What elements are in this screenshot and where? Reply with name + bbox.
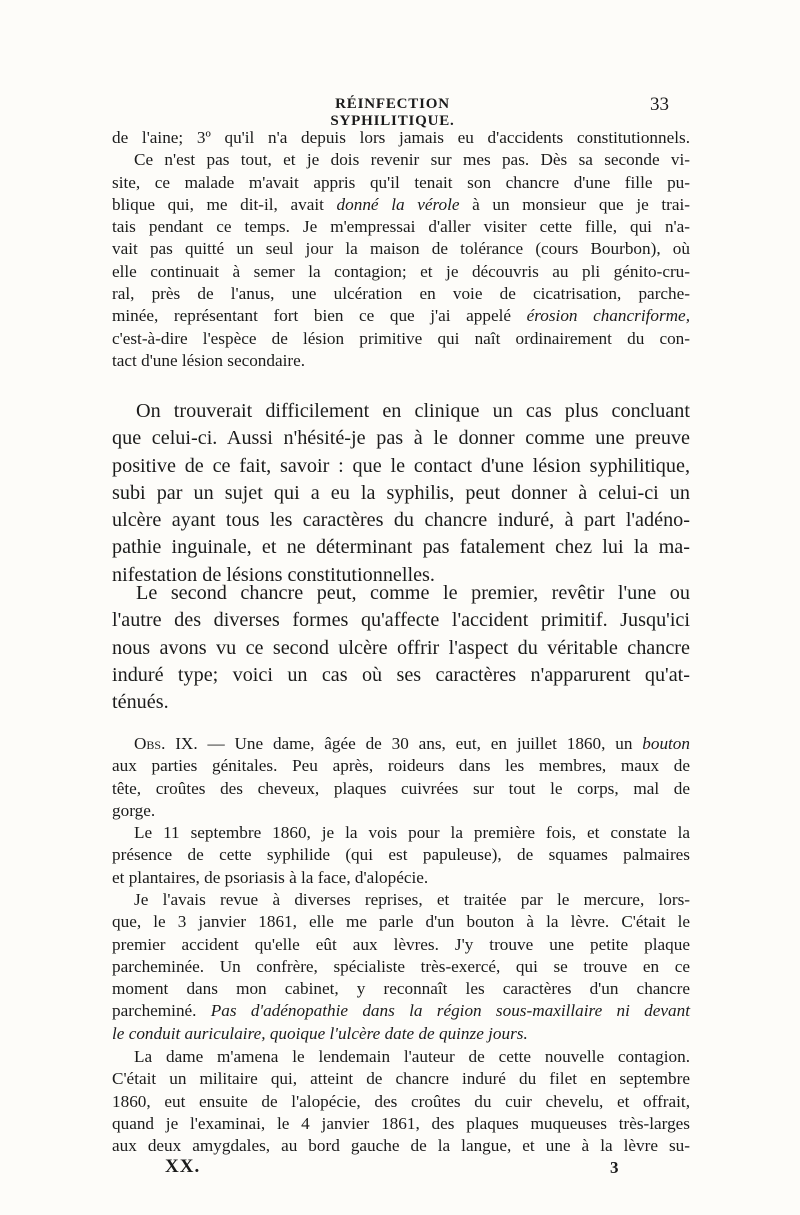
text-line: c'est-à-dire l'espèce de lésion primitive qui naît ordinairement du con- — [112, 328, 690, 348]
paragraph-case-continued — [112, 127, 690, 372]
text-line: nifestation de lésions constitutionnelles. — [112, 563, 435, 586]
signature-mark: XX. — [165, 1156, 201, 1177]
paragraph-second-chancre — [112, 580, 690, 716]
paragraph-september-visit — [112, 822, 690, 889]
text-line: gorge. — [112, 800, 156, 820]
text-line: Le second chancre peut, comme le premier, revêtir l'une ou — [136, 582, 690, 604]
text-line: elle continuait à semer la contagion; et je découvris au pli génito-cru- — [112, 261, 690, 281]
text-line: présence de cette syphilide (qui est papuleuse), de squames palmaires — [112, 845, 690, 865]
italic-phrase: le conduit auriculaire, quoique l'ulcère date de quinze jours. — [112, 1023, 528, 1043]
text-line: 1860, eut ensuite de l'alopécie, des croûtes du cuir chevelu, et offrait, — [112, 1091, 690, 1111]
observation-ix — [112, 733, 690, 822]
text-line: Je l'avais revue à diverses reprises, et traitée par le mercure, lors- — [134, 890, 690, 909]
italic-phrase: donné la vérole — [336, 194, 460, 214]
text-line: vait pas quitté un seul jour la maison de tolérance (cours Bourbon), où — [112, 239, 690, 259]
text-line: C'était un militaire qui, atteint de chancre induré du filet en septembre — [112, 1069, 690, 1089]
text-line: ulcère ayant tous les caractères du chancre induré, à part l'adéno- — [112, 509, 690, 532]
text-line: parcheminé. Pas d'adénopathie dans la région sous-maxillaire ni devant — [112, 1001, 690, 1021]
text-line: tais pendant ce temps. Je m'empressai d'aller visiter cette fille, qui n'a- — [112, 217, 690, 237]
text-line: de l'aine; 3º qu'il n'a depuis lors jamais eu d'accidents constitutionnels. — [112, 128, 690, 147]
observation-label: Obs. IX. — [134, 734, 198, 753]
text-line: Obs. IX. — Une dame, âgée de 30 ans, eut, en juillet 1860, un bouton — [134, 734, 690, 753]
text-line: site, ce malade m'avait appris qu'il tenait son chancre d'une fille pu- — [112, 172, 690, 192]
running-head: RÉINFECTION SYPHILITIQUE. — [330, 96, 455, 129]
paragraph-contagion-source — [112, 1046, 690, 1157]
sheet-number: 3 — [610, 1158, 619, 1177]
text-line: quand je l'examinai, le 4 janvier 1861, des plaques muqueuses très-larges — [112, 1113, 690, 1133]
text-line: moment dans mon cabinet, y reconnaît les caractères d'un chancre — [112, 979, 690, 999]
text-line — [112, 1023, 690, 1045]
text-line: pathie inguinale, et ne déterminant pas fatalement chez lui la ma- — [112, 536, 690, 559]
text-line: ral, près de l'anus, une ulcération en voie de cicatrisation, parche- — [112, 284, 690, 304]
text-line: Le 11 septembre 1860, je la vois pour la première fois, et constate la — [134, 823, 690, 842]
text-line: premier accident qu'elle eût aux lèvres. J'y trouve une petite plaque — [112, 934, 690, 954]
paragraph-january-visit — [112, 889, 690, 1045]
text-line: aux deux amygdales, au bord gauche de la langue, et une à la lèvre su- — [112, 1136, 690, 1156]
text-line: aux parties génitales. Peu après, roideurs dans les membres, maux de — [112, 756, 690, 776]
italic-phrase: érosion chancriforme, — [526, 306, 690, 326]
text-line: Ce n'est pas tout, et je dois revenir sur mes pas. Dès sa seconde vi- — [134, 150, 690, 170]
text-line: parcheminée. Un confrère, spécialiste très-exercé, qui se trouve en ce — [112, 956, 690, 976]
text-line: tact d'une lésion secondaire. — [112, 350, 306, 370]
text-line: nous avons vu ce second ulcère offrir l'aspect du véritable chancre — [112, 636, 690, 659]
text-line: que celui-ci. Aussi n'hésité-je pas à le donner comme une preuve — [112, 427, 690, 450]
text-line: ténués. — [112, 691, 169, 714]
paragraph-conclusion — [112, 398, 690, 589]
text-line: blique qui, me dit-il, avait donné la vérole à un monsieur que je trai- — [112, 194, 690, 214]
text-line: tête, croûtes des cheveux, plaques cuivrées sur tout le corps, mal de — [112, 778, 690, 798]
text-line: et plantaires, de psoriasis à la face, d'alopécie. — [112, 867, 429, 887]
page-number: 33 — [650, 94, 669, 115]
text-line: subi par un sujet qui a eu la syphilis, peut donner à celui-ci un — [112, 481, 690, 504]
text-line: l'autre des diverses formes qu'affecte l'accident primitif. Jusqu'ici — [112, 609, 690, 632]
text-line: minée, représentant fort bien ce que j'ai appelé érosion chancriforme, — [112, 306, 690, 326]
italic-phrase: Pas d'adénopathie dans la région sous-maxillaire ni devant — [210, 1001, 690, 1021]
text-line: La dame m'amena le lendemain l'auteur de cette nouvelle contagion. — [134, 1047, 690, 1066]
text-line: que, le 3 janvier 1861, elle me parle d'un bouton à la lèvre. C'était le — [112, 912, 690, 932]
text-line: induré type; voici un cas où ses caractères n'apparurent qu'at- — [112, 663, 690, 686]
italic-phrase: bouton — [642, 734, 690, 753]
text-line: On trouverait difficilement en clinique un cas plus concluant — [136, 400, 690, 422]
text-line: positive de ce fait, savoir : que le contact d'une lésion syphilitique, — [112, 454, 690, 477]
